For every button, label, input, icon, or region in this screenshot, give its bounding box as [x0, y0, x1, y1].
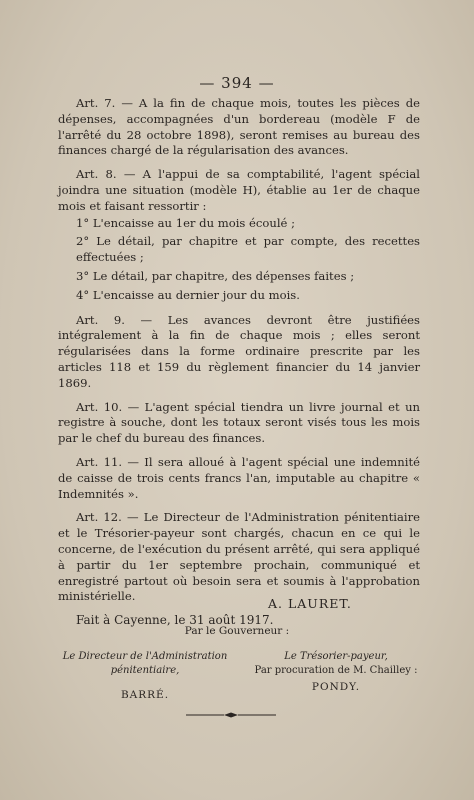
right-signature-block [236, 650, 436, 694]
page-number: — 394 — [199, 74, 275, 92]
article-8-list [58, 216, 420, 304]
list-item: 4° L'encaisse au dernier jour du mois. [76, 287, 300, 302]
right-signature-name: PONDY. [311, 681, 361, 693]
signatory: A. LAURET. [268, 596, 352, 611]
article-12: Art. 12. — Le Directeur de l'Administration pénitentiaire et le Trésorier-payeur sont chargés, chacun en ce qui le concerne, de l'exécution du présent arrêté, qui sera appliqué à partir du 1er septembre prochain, communiqué et enregistré partout où besoin sera et soumis à l'approbation ministérielle. [58, 510, 420, 604]
right-signature-title: Le Trésorier-payeur, [284, 651, 388, 662]
list-item: 1° L'encaisse au 1er du mois écoulé ; [76, 215, 296, 230]
article-7: Art. 7. — A la fin de chaque mois, toutes les pièces de dépenses, accompagnées d'un bordereau (modèle F de l'arrêté du 28 octobre 1898), seront remises au bureau des finances chargé de la régularisation des avances. [58, 96, 420, 158]
article-9: Art. 9. — Les avances devront être justifiées intégralement à la fin de chaque mois ; elles seront régularisées dans la forme ordinaire prescrite par les articles 118 et 159 du règlement financier du 14 janvier 1869. [58, 312, 420, 390]
list-item: 2° Le détail, par chapitre et par compte, des recettes effectuées ; [76, 234, 420, 265]
article-10: Art. 10. — L'agent spécial tiendra un livre journal et un registre à souche, dont les totaux seront visés tous les mois par le chef du bureau des finances. [58, 399, 420, 446]
ornamental-rule [184, 712, 278, 718]
list-item: 3° Le détail, par chapitre, des dépenses faites ; [76, 268, 355, 283]
left-signature-block [50, 650, 240, 702]
by-governor: Par le Gouverneur : [184, 625, 290, 637]
article-8: Art. 8. — A l'appui de sa comptabilité, l'agent spécial joindra une situation (modèle H), établie au 1er de chaque mois et faisant ressortir : [58, 167, 420, 213]
left-signature-name: BARRÉ. [120, 689, 170, 701]
right-signature-proxy: Par procuration de M. Chailley : [254, 665, 418, 676]
article-body [58, 96, 420, 629]
left-signature-title: Le Directeur de l'Administration pénitentiaire, [62, 651, 228, 676]
done-at-line: Fait à Cayenne, le 31 août 1917. [76, 613, 274, 628]
article-11: Art. 11. — Il sera alloué à l'agent spécial une indemnité de caisse de trois cents francs l'an, imputable au chapitre « Indemnités ». [58, 454, 420, 501]
